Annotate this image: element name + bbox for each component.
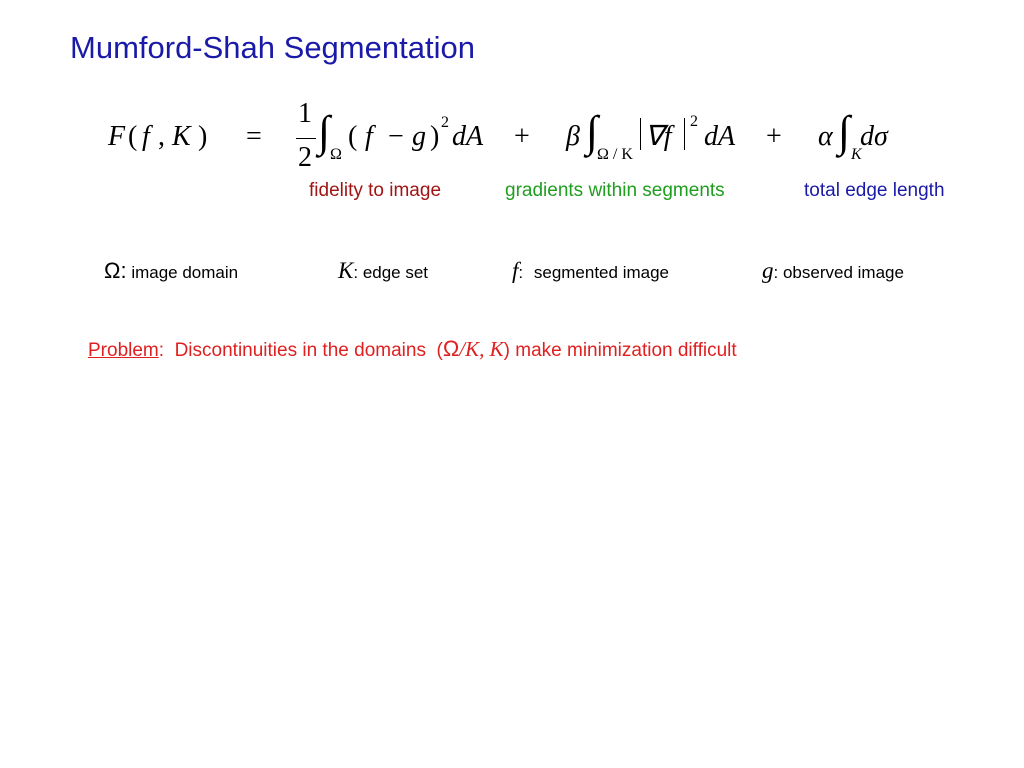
problem-text-after: ) make minimization difficult: [503, 340, 737, 361]
eq-term1-square: 2: [441, 114, 449, 131]
eq-nabla-f: ∇f: [645, 121, 672, 152]
eq-close-paren: ): [198, 121, 208, 152]
eq-K-subscript: K: [851, 146, 862, 163]
eq-comma: ,: [158, 121, 165, 152]
caption-edge-length: total edge length: [804, 180, 945, 201]
eq-term2-dA: dA: [704, 121, 736, 152]
problem-domains: /K, K: [459, 337, 504, 361]
legend-K-symbol: K: [338, 258, 354, 283]
caption-fidelity: fidelity to image: [309, 180, 442, 201]
eq-K: K: [172, 121, 191, 152]
eq-norm-bar-right: [684, 118, 685, 150]
legend-g-desc: observed image: [782, 263, 904, 282]
legend-g-colon: :: [773, 263, 779, 282]
problem-label: Problem: [88, 340, 159, 361]
eq-alpha: α: [818, 121, 833, 152]
eq-term1-dA: dA: [452, 121, 484, 152]
legend-omega: [104, 258, 238, 284]
eq-integral-2: ∫: [586, 107, 599, 156]
legend-K-desc: edge set: [362, 263, 429, 282]
eq-term1-g: g: [412, 121, 426, 152]
legend-f-desc: segmented image: [533, 263, 669, 282]
eq-integral-3: ∫: [838, 107, 851, 156]
eq-norm-bar-left: [640, 118, 641, 150]
problem-text-before: : Discontinuities in the domains (: [158, 340, 443, 361]
eq-f: f: [142, 121, 150, 152]
caption-gradients: gradients within segments: [505, 180, 725, 201]
problem-omega: Ω: [442, 336, 460, 361]
problem-statement: [88, 336, 737, 362]
legend-omega-symbol: Ω: [104, 258, 121, 283]
eq-term2-square: 2: [690, 113, 698, 130]
legend-omega-colon: :: [120, 258, 127, 283]
slide-title: Mumford-Shah Segmentation: [70, 30, 475, 65]
eq-frac-numerator: 1: [298, 98, 312, 129]
eq-term1-close-paren: ): [430, 121, 440, 152]
eq-omega-subscript: Ω: [330, 146, 342, 163]
eq-d-sigma: dσ: [860, 121, 888, 152]
eq-plus-2: +: [766, 121, 782, 152]
legend-omega-desc: image domain: [131, 263, 239, 282]
eq-omega-over-K-subscript: Ω / K: [597, 146, 633, 163]
eq-integral-1: ∫: [318, 107, 331, 156]
eq-open-paren: (: [128, 121, 138, 152]
legend-f-symbol: f: [512, 258, 519, 283]
legend-K-colon: :: [353, 263, 359, 282]
eq-F: F: [108, 121, 126, 152]
eq-fraction-bar: [296, 138, 316, 139]
legend-f-colon: :: [518, 263, 524, 282]
legend-f: [512, 258, 669, 284]
eq-frac-denominator: 2: [298, 142, 312, 173]
eq-term1-open-paren: (: [348, 121, 358, 152]
eq-beta: β: [566, 121, 580, 152]
eq-term1-minus: −: [388, 121, 404, 152]
legend-g: [762, 258, 904, 284]
eq-equals: =: [246, 121, 262, 152]
legend-K: [338, 258, 428, 284]
eq-term1-f: f: [365, 121, 373, 152]
eq-plus-1: +: [514, 121, 530, 152]
legend-g-symbol: g: [762, 258, 774, 283]
